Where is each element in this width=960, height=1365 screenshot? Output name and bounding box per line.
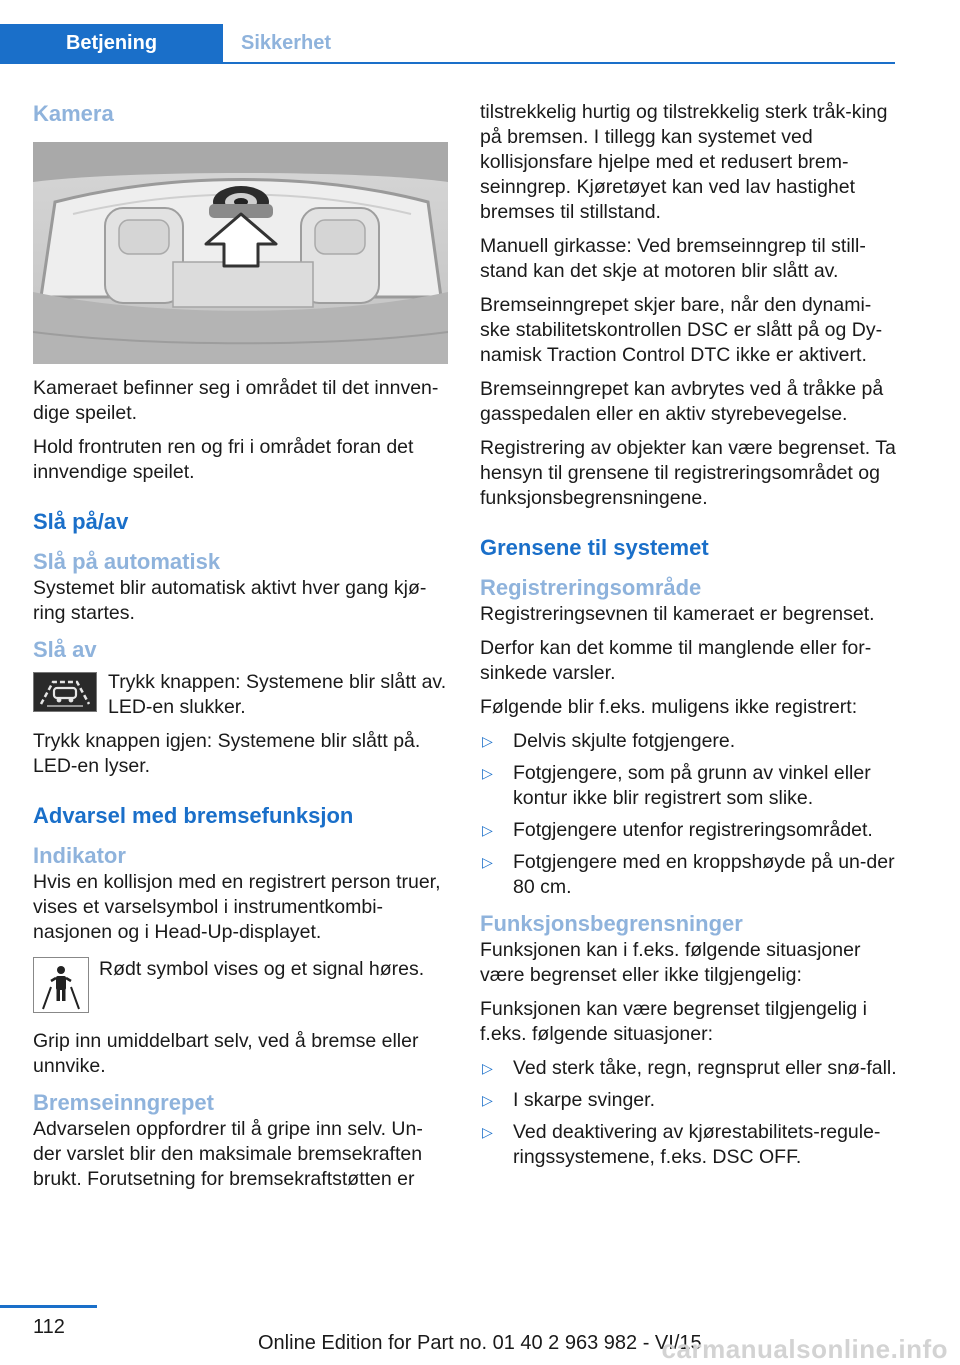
indikator-icon-text: Rødt symbol vises og et signal høres. xyxy=(99,958,425,980)
list-item: ▷ Fotgjengere med en kroppshøyde på un‐der 80 cm. xyxy=(482,851,895,898)
list-item: ▷ Fotgjengere utenfor registreringsområdet. xyxy=(482,819,873,841)
tab-sikkerhet[interactable]: Sikkerhet xyxy=(241,32,332,54)
bullet-triangle-icon: ▷ xyxy=(482,733,493,749)
windshield-camera-photo xyxy=(33,142,448,364)
kamera-paragraph-1: Kameraet befinner seg i området til det innven‐dige speilet. xyxy=(33,377,439,424)
right-paragraph-5: Registrering av objekter kan være begrenset. Ta hensyn til grensene til registreringsområdet og funksjonsbegrensningene. xyxy=(480,437,896,509)
right-column xyxy=(480,100,898,1179)
watermark: carmanualsonline.info xyxy=(661,1334,948,1364)
pedestrian-warning-button-icon xyxy=(33,672,97,712)
indikator-paragraph-2: Grip inn umiddelbart selv, ved å bremse eller unnvike. xyxy=(33,1030,419,1077)
heading-sla-pa-automatisk: Slå på automatisk xyxy=(33,549,221,574)
list-item: ▷ Ved sterk tåke, regn, regnsprut eller snø‐fall. xyxy=(482,1057,897,1079)
sla-av-icon-text: Trykk knappen: Systemene blir slått av. LED-en slukker. xyxy=(108,671,447,718)
tab-betjening[interactable]: Betjening xyxy=(0,24,223,62)
sla-av-paragraph-2: Trykk knappen igjen: Systemene blir slått på. LED-en lyser. xyxy=(33,730,421,777)
reg-paragraph-2: Derfor kan det komme til manglende eller for‐sinkede varsler. xyxy=(480,637,872,684)
indikator-paragraph: Hvis en kollisjon med en registrert person truer, vises et varselsymbol i instrumentkombi‐nasjonen og i Head-Up-displayet. xyxy=(33,871,441,943)
heading-indikator: Indikator xyxy=(33,843,126,868)
bullet-triangle-icon: ▷ xyxy=(482,1124,493,1140)
right-paragraph-4: Bremseinngrepet kan avbrytes ved å tråkke på gasspedalen eller en aktiv styrebevegelse. xyxy=(480,378,884,425)
list-item: ▷ Fotgjengere, som på grunn av vinkel eller kontur ikke blir registrert som slike. xyxy=(482,762,871,809)
kamera-paragraph-2: Hold frontruten ren og fri i området foran det innvendige speilet. xyxy=(33,436,414,483)
heading-sla-pa-av: Slå på/av xyxy=(33,509,129,534)
reg-bullet-list xyxy=(480,729,898,900)
heading-grensene-til-systemet: Grensene til systemet xyxy=(480,535,709,560)
indikator-icon-row xyxy=(33,957,448,1013)
bullet-triangle-icon: ▷ xyxy=(482,854,493,870)
reg-paragraph-3: Følgende blir f.eks. muligens ikke registrert: xyxy=(480,696,858,718)
left-column xyxy=(33,100,448,1201)
sla-pa-automatisk-paragraph: Systemet blir automatisk aktivt hver gang kjø‐ring startes. xyxy=(33,577,427,624)
bullet-triangle-icon: ▷ xyxy=(482,765,493,781)
reg-paragraph-1: Registreringsevnen til kameraet er begrenset. xyxy=(480,603,875,625)
edition-line: Online Edition for Part no. 01 40 2 963 982 - VI/15 xyxy=(258,1332,702,1354)
list-item: ▷ I skarpe svinger. xyxy=(482,1089,655,1111)
right-paragraph-1: tilstrekkelig hurtig og tilstrekkelig sterk tråk‐king på bremsen. I tillegg kan systemet ved kollisjonsfare hjelpe med et redusert brem‐seinngrep. Kjøretøyet kan ved lav hastighet bremses til stillstand. xyxy=(480,101,888,223)
right-paragraph-3: Bremseinngrepet skjer bare, når den dynami‐ske stabilitetskontrollen DSC er slått på og Dy‐namisk Traction Control DTC ikke er aktivert. xyxy=(480,294,883,366)
bullet-triangle-icon: ▷ xyxy=(482,1060,493,1076)
page-number: 112 xyxy=(33,1316,65,1338)
pedestrian-warning-symbol-icon xyxy=(33,957,89,1013)
heading-bremseinngrepet: Bremseinngrepet xyxy=(33,1090,214,1115)
footer-accent-line xyxy=(0,1305,97,1308)
heading-registreringsomrade: Registreringsområde xyxy=(480,575,702,600)
list-item: ▷ Ved deaktivering av kjørestabilitets-regule‐ringssystemene, f.eks. DSC OFF. xyxy=(482,1121,881,1168)
heading-funksjonsbegrensninger: Funksjonsbegrensninger xyxy=(480,911,743,936)
bremseinngrepet-paragraph: Advarselen oppfordrer til å gripe inn selv. Un‐der varslet blir den maksimale bremsekraften brukt. Forutsetning for bremsekraftstøtten er xyxy=(33,1118,423,1190)
heading-advarsel-med-bremsefunksjon: Advarsel med bremsefunksjon xyxy=(33,803,354,828)
heading-kamera: Kamera xyxy=(33,101,114,126)
right-paragraph-2: Manuell girkasse: Ved bremseinngrep til still‐stand kan det skje at motoren blir slått av. xyxy=(480,235,866,282)
sla-av-icon-row xyxy=(33,670,448,720)
list-item: ▷ Delvis skjulte fotgjengere. xyxy=(482,730,736,752)
bullet-triangle-icon: ▷ xyxy=(482,1092,493,1108)
funk-paragraph-1: Funksjonen kan i f.eks. følgende situasjoner være begrenset eller ikke tilgjengelig: xyxy=(480,939,861,986)
bullet-triangle-icon: ▷ xyxy=(482,822,493,838)
funk-bullet-list xyxy=(480,1056,898,1170)
funk-paragraph-2: Funksjonen kan være begrenset tilgjengelig i f.eks. følgende situasjoner: xyxy=(480,998,867,1045)
section-tabs xyxy=(0,24,895,64)
heading-sla-av: Slå av xyxy=(33,637,97,662)
